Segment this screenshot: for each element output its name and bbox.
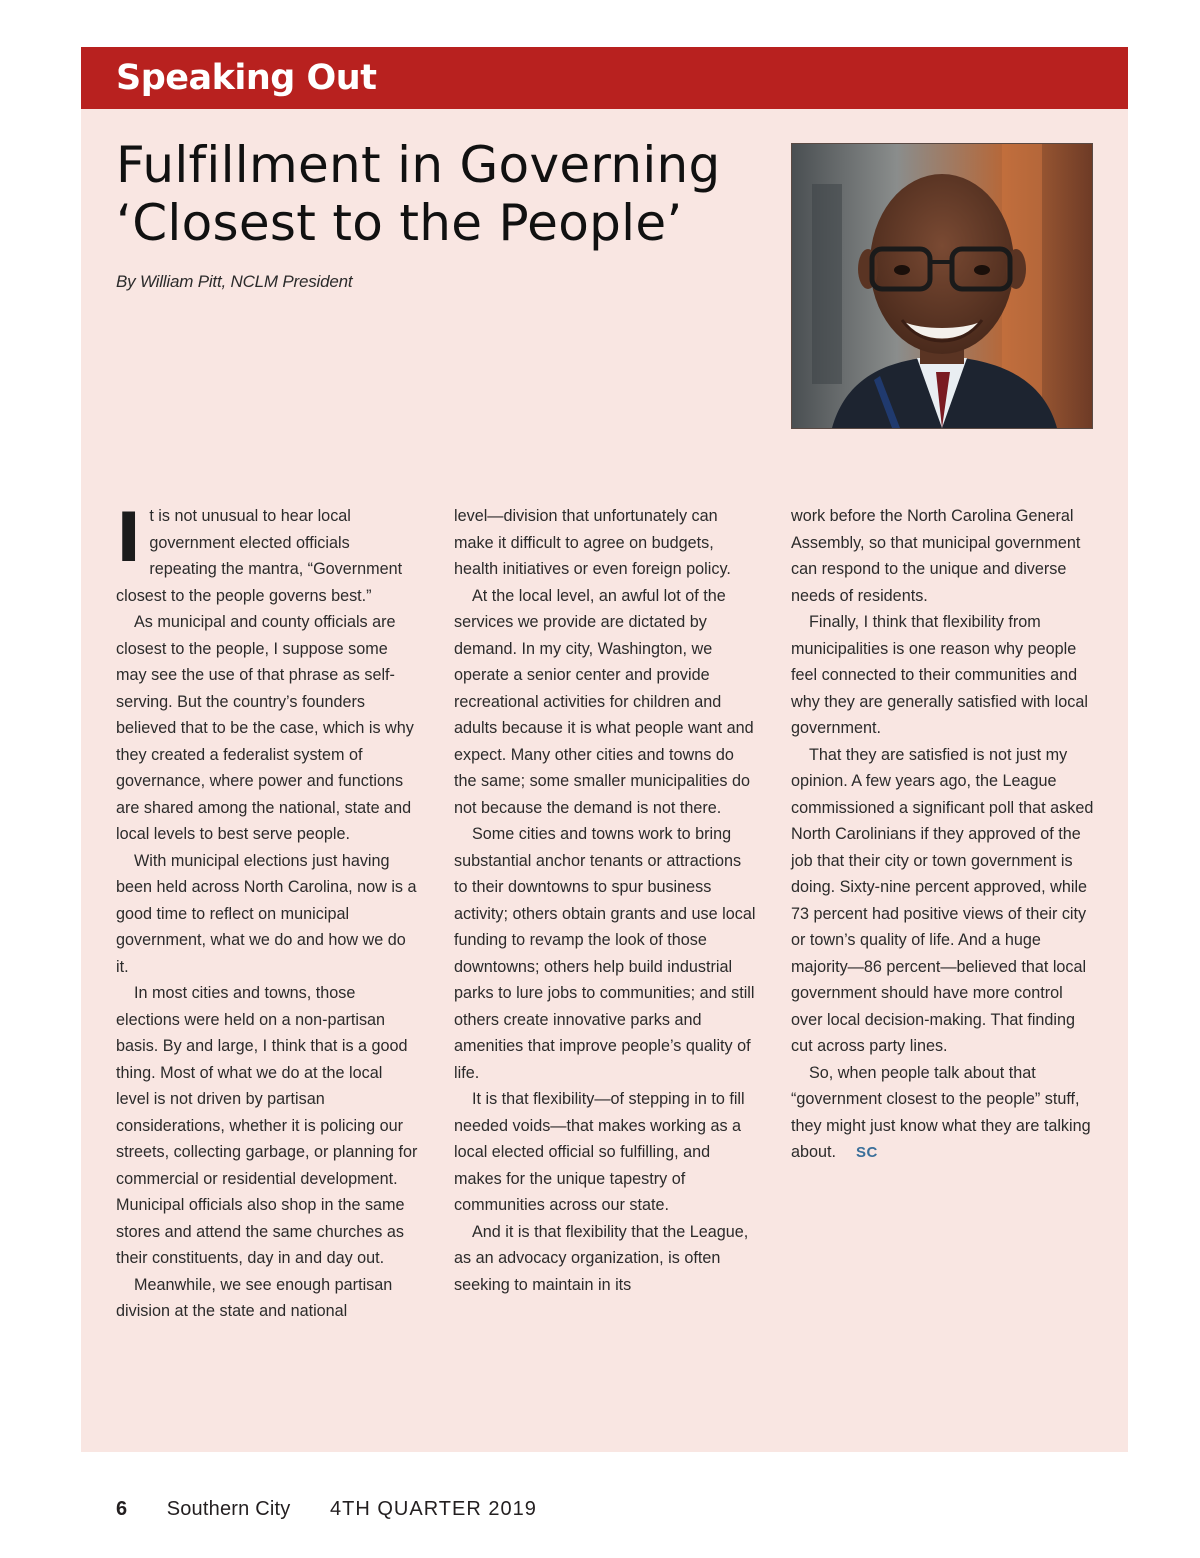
page-footer bbox=[116, 1495, 537, 1523]
paragraph bbox=[116, 499, 420, 609]
end-mark: SC bbox=[856, 1144, 878, 1161]
paragraph: At the local level, an awful lot of the services we provide are dictated by demand. In my city, Washington, we operate a senior center and provide recreational activities for children and adults because it is what people want and expect. Many other cities and towns do the same; some smaller municipalities do not because the demand is not there. bbox=[454, 586, 754, 817]
issue-label: 4TH QUARTER 2019 bbox=[330, 1498, 537, 1520]
paragraph bbox=[791, 1060, 1095, 1167]
paragraph: In most cities and towns, those elections were held on a non-partisan basis. By and large, I think that is a good thing. Most of what we do at the local level is not driven by partisan considerations, whether it is policing our streets, collecting garbage, or planning for commercial or residential development. Municipal officials also shop in the same stores and attend the same churches as their constituents, day in and day out. bbox=[116, 984, 418, 1267]
publication-name: Southern City bbox=[166, 1498, 291, 1520]
paragraph: Meanwhile, we see enough partisan division at the state and national bbox=[116, 1275, 393, 1320]
article-column-1 bbox=[116, 499, 420, 1325]
paragraph: work before the North Carolina General Assembly, so that municipal government can respond to the unique and diverse needs of residents. bbox=[791, 507, 1081, 605]
paragraph: And it is that flexibility that the League, as an advocacy organization, is often seeking to maintain in its bbox=[454, 1222, 749, 1294]
article-column-2 bbox=[454, 503, 758, 1298]
drop-cap: I bbox=[116, 499, 142, 578]
paragraph: That they are satisfied is not just my opinion. A few years ago, the League commissioned a significant poll that asked North Carolinians if they approved of the job that their city or town government is doing. Sixty-nine percent approved, while 73 percent had positive views of their city or town’s quality of life. And a huge majority—86 percent—believed that local government should have more control over local decision-making. That finding cut across party lines. bbox=[791, 745, 1094, 1055]
paragraph: level—division that unfortunately can make it difficult to agree on budgets, health initiatives or even foreign policy. bbox=[454, 507, 731, 578]
headline-line-2: ‘Closest to the People’ bbox=[116, 194, 683, 252]
section-banner bbox=[81, 47, 1128, 109]
byline: By William Pitt, NCLM President bbox=[116, 272, 353, 291]
paragraph: It is that flexibility—of stepping in to fill needed voids—that makes working as a local elected official so fulfilling, and makes for the unique tapestry of communities across our state. bbox=[454, 1090, 745, 1214]
paragraph-text: t is not unusual to hear local government elected officials repeating the mantra, “Government closest to the people governs best.” bbox=[116, 507, 403, 605]
page-number: 6 bbox=[116, 1498, 128, 1520]
paragraph: As municipal and county officials are closest to the people, I suppose some may see the use of that phrase as self-serving. But the country’s founders believed that to be the case, which is why they created a federalist system of governance, where power and functions are shared among the national, state and local levels to best serve people. bbox=[116, 613, 414, 843]
paragraph-text: So, when people talk about that “government closest to the people” stuff, they might just know what they are talking about. bbox=[791, 1063, 1091, 1161]
article-headline bbox=[116, 136, 776, 252]
section-label: Speaking Out bbox=[116, 58, 377, 98]
article-column-3 bbox=[791, 503, 1095, 1167]
author-photo bbox=[791, 143, 1093, 429]
paragraph: With municipal elections just having been held across North Carolina, now is a good time to reflect on municipal government, what we do and how we do it. bbox=[116, 851, 417, 976]
paragraph: Finally, I think that flexibility from municipalities is one reason why people feel connected to their communities and why they are generally satisfied with local government. bbox=[791, 613, 1088, 737]
headline-line-1: Fulfillment in Governing bbox=[116, 136, 721, 194]
paragraph: Some cities and towns work to bring substantial anchor tenants or attractions to their downtowns to spur business activity; others obtain grants and use local funding to revamp the look of those downtowns; others help build industrial parks to lure jobs to communities; and still others create innovative parks and amenities that improve people’s quality of life. bbox=[454, 825, 756, 1082]
